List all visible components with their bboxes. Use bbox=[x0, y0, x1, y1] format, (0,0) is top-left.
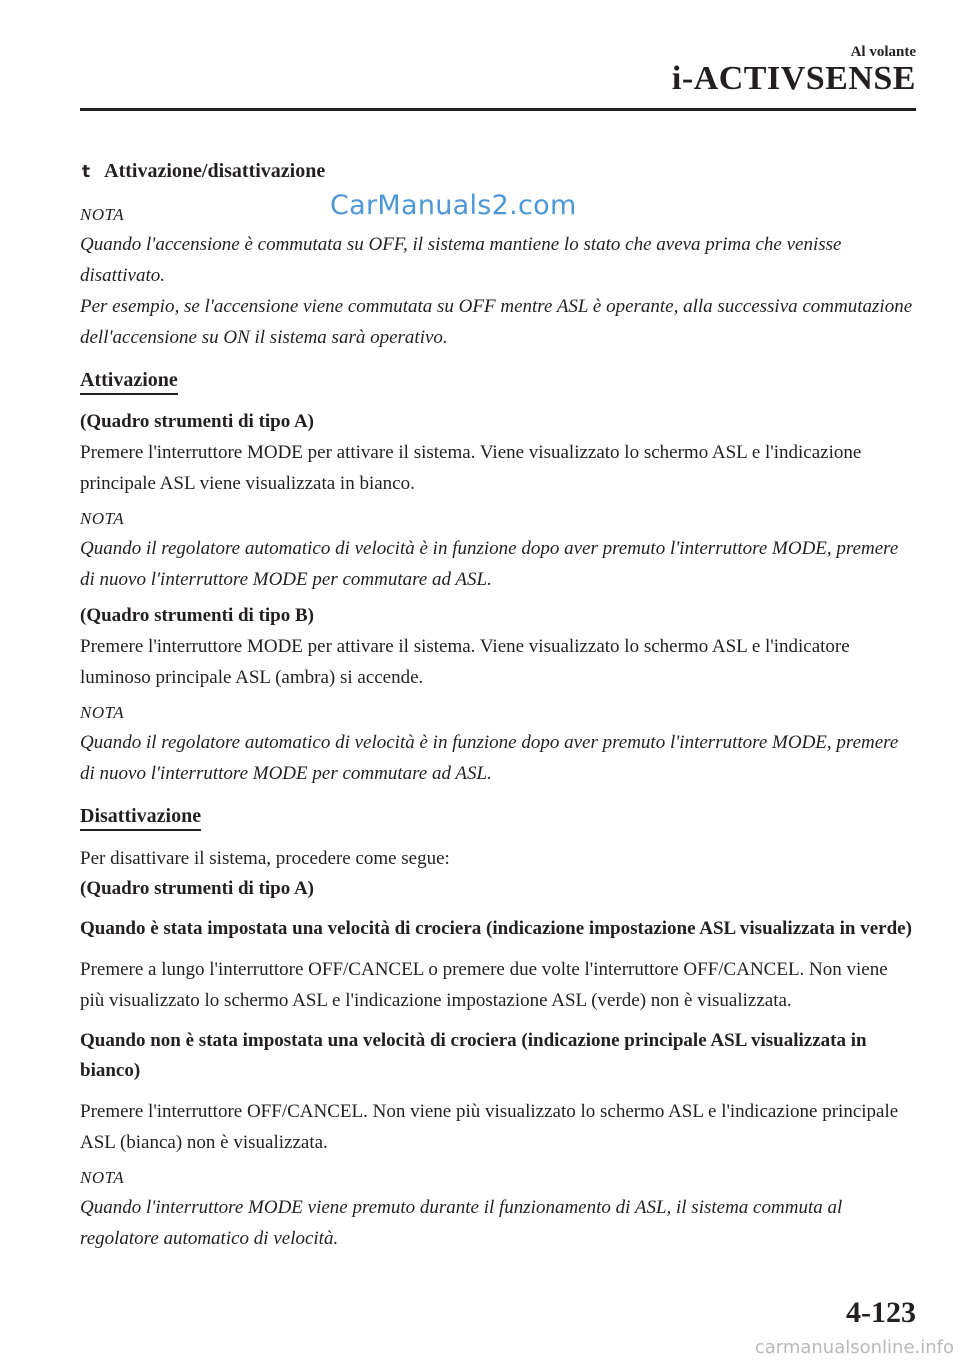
body-paragraph: Per disattivare il sistema, procedere come segue: bbox=[80, 848, 450, 869]
body-paragraph: Premere l'interruttore MODE per attivare il sistema. Viene visualizzato lo schermo ASL e l'indicazione principale ASL viene visualizzata in bianco. bbox=[80, 442, 862, 494]
page-number: 4-123 bbox=[846, 1296, 916, 1329]
body-paragraph: Premere l'interruttore MODE per attivare il sistema. Viene visualizzato lo schermo ASL e l'indicatore luminoso principale ASL (ambra) si accende. bbox=[80, 636, 850, 688]
site-watermark: CarManuals2.com bbox=[330, 190, 577, 221]
section-title-text: Attivazione/disattivazione bbox=[104, 160, 326, 182]
page-content bbox=[80, 160, 914, 1254]
chapter-title: i-ACTIVSENSE bbox=[671, 60, 916, 97]
subheading-disattivazione: Disattivazione bbox=[80, 805, 201, 831]
nota-text: Quando l'interruttore MODE viene premuto durante il funzionamento di ASL, il sistema commuta al regolatore automatico di velocità. bbox=[80, 1197, 843, 1249]
header-rule bbox=[80, 108, 916, 111]
nota-text: Quando il regolatore automatico di velocità è in funzione dopo aver premuto l'interruttore MODE, premere di nuovo l'interruttore MODE per commutare ad ASL. bbox=[80, 732, 899, 784]
nota-label: NOTA bbox=[80, 205, 125, 224]
case-heading: Quando non è stata impostata una velocità di crociera (indicazione principale ASL visualizzata in bianco) bbox=[80, 1030, 867, 1081]
cluster-type-a-heading: (Quadro strumenti di tipo A) bbox=[80, 411, 315, 432]
section-title bbox=[80, 160, 914, 183]
nota-label: NOTA bbox=[80, 703, 125, 722]
body-paragraph: Premere a lungo l'interruttore OFF/CANCEL o premere due volte l'interruttore OFF/CANCEL. Non viene più visualizzato lo schermo ASL e l'indicazione impostazione ASL (verde) non è visualizzata. bbox=[80, 959, 888, 1011]
body-paragraph: Premere l'interruttore OFF/CANCEL. Non viene più visualizzato lo schermo ASL e l'indicazione principale ASL (bianca) non è visualizzata. bbox=[80, 1101, 899, 1153]
nota-label: NOTA bbox=[80, 509, 125, 528]
nota-label: NOTA bbox=[80, 1168, 125, 1187]
section-bullet-icon: t bbox=[82, 161, 91, 182]
subheading-attivazione: Attivazione bbox=[80, 369, 178, 395]
nota-text: Quando l'accensione è commutata su OFF, il sistema mantiene lo stato che aveva prima che venisse disattivato. bbox=[80, 234, 842, 286]
footer-watermark: carmanualsonline.info bbox=[754, 1337, 954, 1358]
cluster-type-a-heading: (Quadro strumenti di tipo A) bbox=[80, 878, 315, 899]
nota-text: Quando il regolatore automatico di velocità è in funzione dopo aver premuto l'interruttore MODE, premere di nuovo l'interruttore MODE per commutare ad ASL. bbox=[80, 538, 899, 590]
chapter-label: Al volante bbox=[850, 44, 916, 60]
nota-text: Per esempio, se l'accensione viene commutata su OFF mentre ASL è operante, alla successiva commutazione dell'accensione su ON il sistema sarà operativo. bbox=[80, 296, 913, 348]
case-heading: Quando è stata impostata una velocità di crociera (indicazione impostazione ASL visualizzata in verde) bbox=[80, 918, 912, 939]
cluster-type-b-heading: (Quadro strumenti di tipo B) bbox=[80, 605, 315, 626]
